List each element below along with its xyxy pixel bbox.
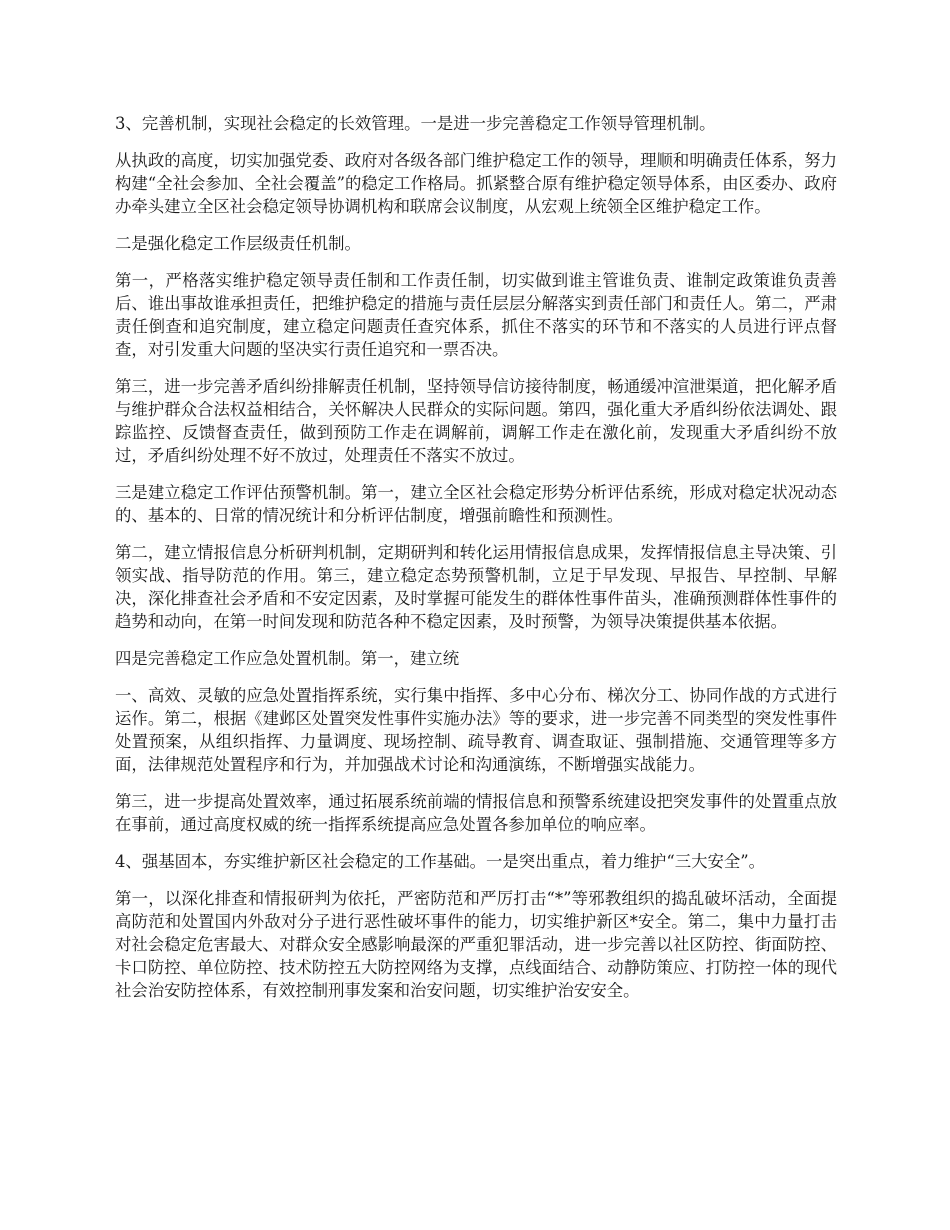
paragraph-10: 第三，进一步提高处置效率，通过拓展系统前端的情报信息和预警系统建设把突发事件的处置重点放在事前，通过高度权威的统一指挥系统提高应急处置各参加单位的响应率。 — [115, 792, 837, 834]
paragraph-1: 3、完善机制，实现社会稳定的长效管理。一是进一步完善稳定工作领导管理机制。 — [115, 114, 716, 133]
document-body — [115, 112, 837, 1016]
paragraph-2: 从执政的高度，切实加强党委、政府对各级各部门维护稳定工作的领导，理顺和明确责任体系，努力构建“全社会参加、全社会覆盖”的稳定工作格局。抓紧整合原有维护稳定领导体系，由区委办、政府办牵头建立全区社会稳定领导协调机构和联席会议制度，从宏观上统领全区维护稳定工作。 — [115, 151, 837, 216]
paragraph-8: 四是完善稳定工作应急处置机制。第一，建立统 — [115, 649, 460, 668]
paragraph-12: 第一，以深化排查和情报研判为依托，严密防范和严厉打击“*”等邪教组织的捣乱破坏活动，全面提高防范和处置国内外敌对分子进行恶性破坏事件的能力，切实维护新区*安全。第二，集中力量打击对社会稳定危害最大、对群众安全感影响最深的严重犯罪活动，进一步完善以社区防控、街面防控、卡口防控、单位防控、技术防控五大防控网络为支撑，点线面结合、动静防策应、打防控一体的现代社会治安防控体系，有效控制刑事发案和治安问题，切实维护治安安全。 — [115, 889, 837, 1000]
paragraph-7: 第二，建立情报信息分析研判机制，定期研判和转化运用情报信息成果，发挥情报信息主导决策、引领实战、指导防范的作用。第三，建立稳定态势预警机制，立足于早发现、早报告、早控制、早解决，深化排查社会矛盾和不安定因素，及时掌握可能发生的群体性事件苗头，准确预测群体性事件的趋势和动向，在第一时间发现和防范各种不稳定因素，及时预警，为领导决策提供基本依据。 — [115, 543, 837, 631]
paragraph-3: 二是强化稳定工作层级责任机制。 — [115, 234, 361, 253]
paragraph-6: 三是建立稳定工作评估预警机制。第一，建立全区社会稳定形势分析评估系统，形成对稳定状况动态的、基本的、日常的情况统计和分析评估制度，增强前瞻性和预测性。 — [115, 483, 837, 525]
paragraph-11: 4、强基固本，夯实维护新区社会稳定的工作基础。一是突出重点，着力维护“三大安全”。 — [115, 852, 766, 871]
paragraph-4: 第一，严格落实维护稳定领导责任制和工作责任制，切实做到谁主管谁负责、谁制定政策谁负责善后、谁出事故谁承担责任，把维护稳定的措施与责任层层分解落实到责任部门和责任人。第二，严肃责任倒查和追究制度，建立稳定问题责任查究体系，抓住不落实的环节和不落实的人员进行评点督查，对引发重大问题的坚决实行责任追究和一票否决。 — [115, 271, 837, 359]
paragraph-9: 一、高效、灵敏的应急处置指挥系统，实行集中指挥、多中心分布、梯次分工、协同作战的方式进行运作。第二，根据《建邺区处置突发性事件实施办法》等的要求，进一步完善不同类型的突发性事件处置预案，从组织指挥、力量调度、现场控制、疏导教育、调查取证、强制措施、交通管理等多方面，法律规范处置程序和行为，并加强战术讨论和沟通演练，不断增强实战能力。 — [115, 686, 837, 774]
paragraph-5: 第三，进一步完善矛盾纠纷排解责任机制，坚持领导信访接待制度，畅通缓冲渲泄渠道，把化解矛盾与维护群众合法权益相结合，关怀解决人民群众的实际问题。第四，强化重大矛盾纠纷依法调处、跟踪监控、反馈督查责任，做到预防工作走在调解前，调解工作走在激化前，发现重大矛盾纠纷不放过，矛盾纠纷处理不好不放过，处理责任不落实不放过。 — [115, 377, 837, 465]
